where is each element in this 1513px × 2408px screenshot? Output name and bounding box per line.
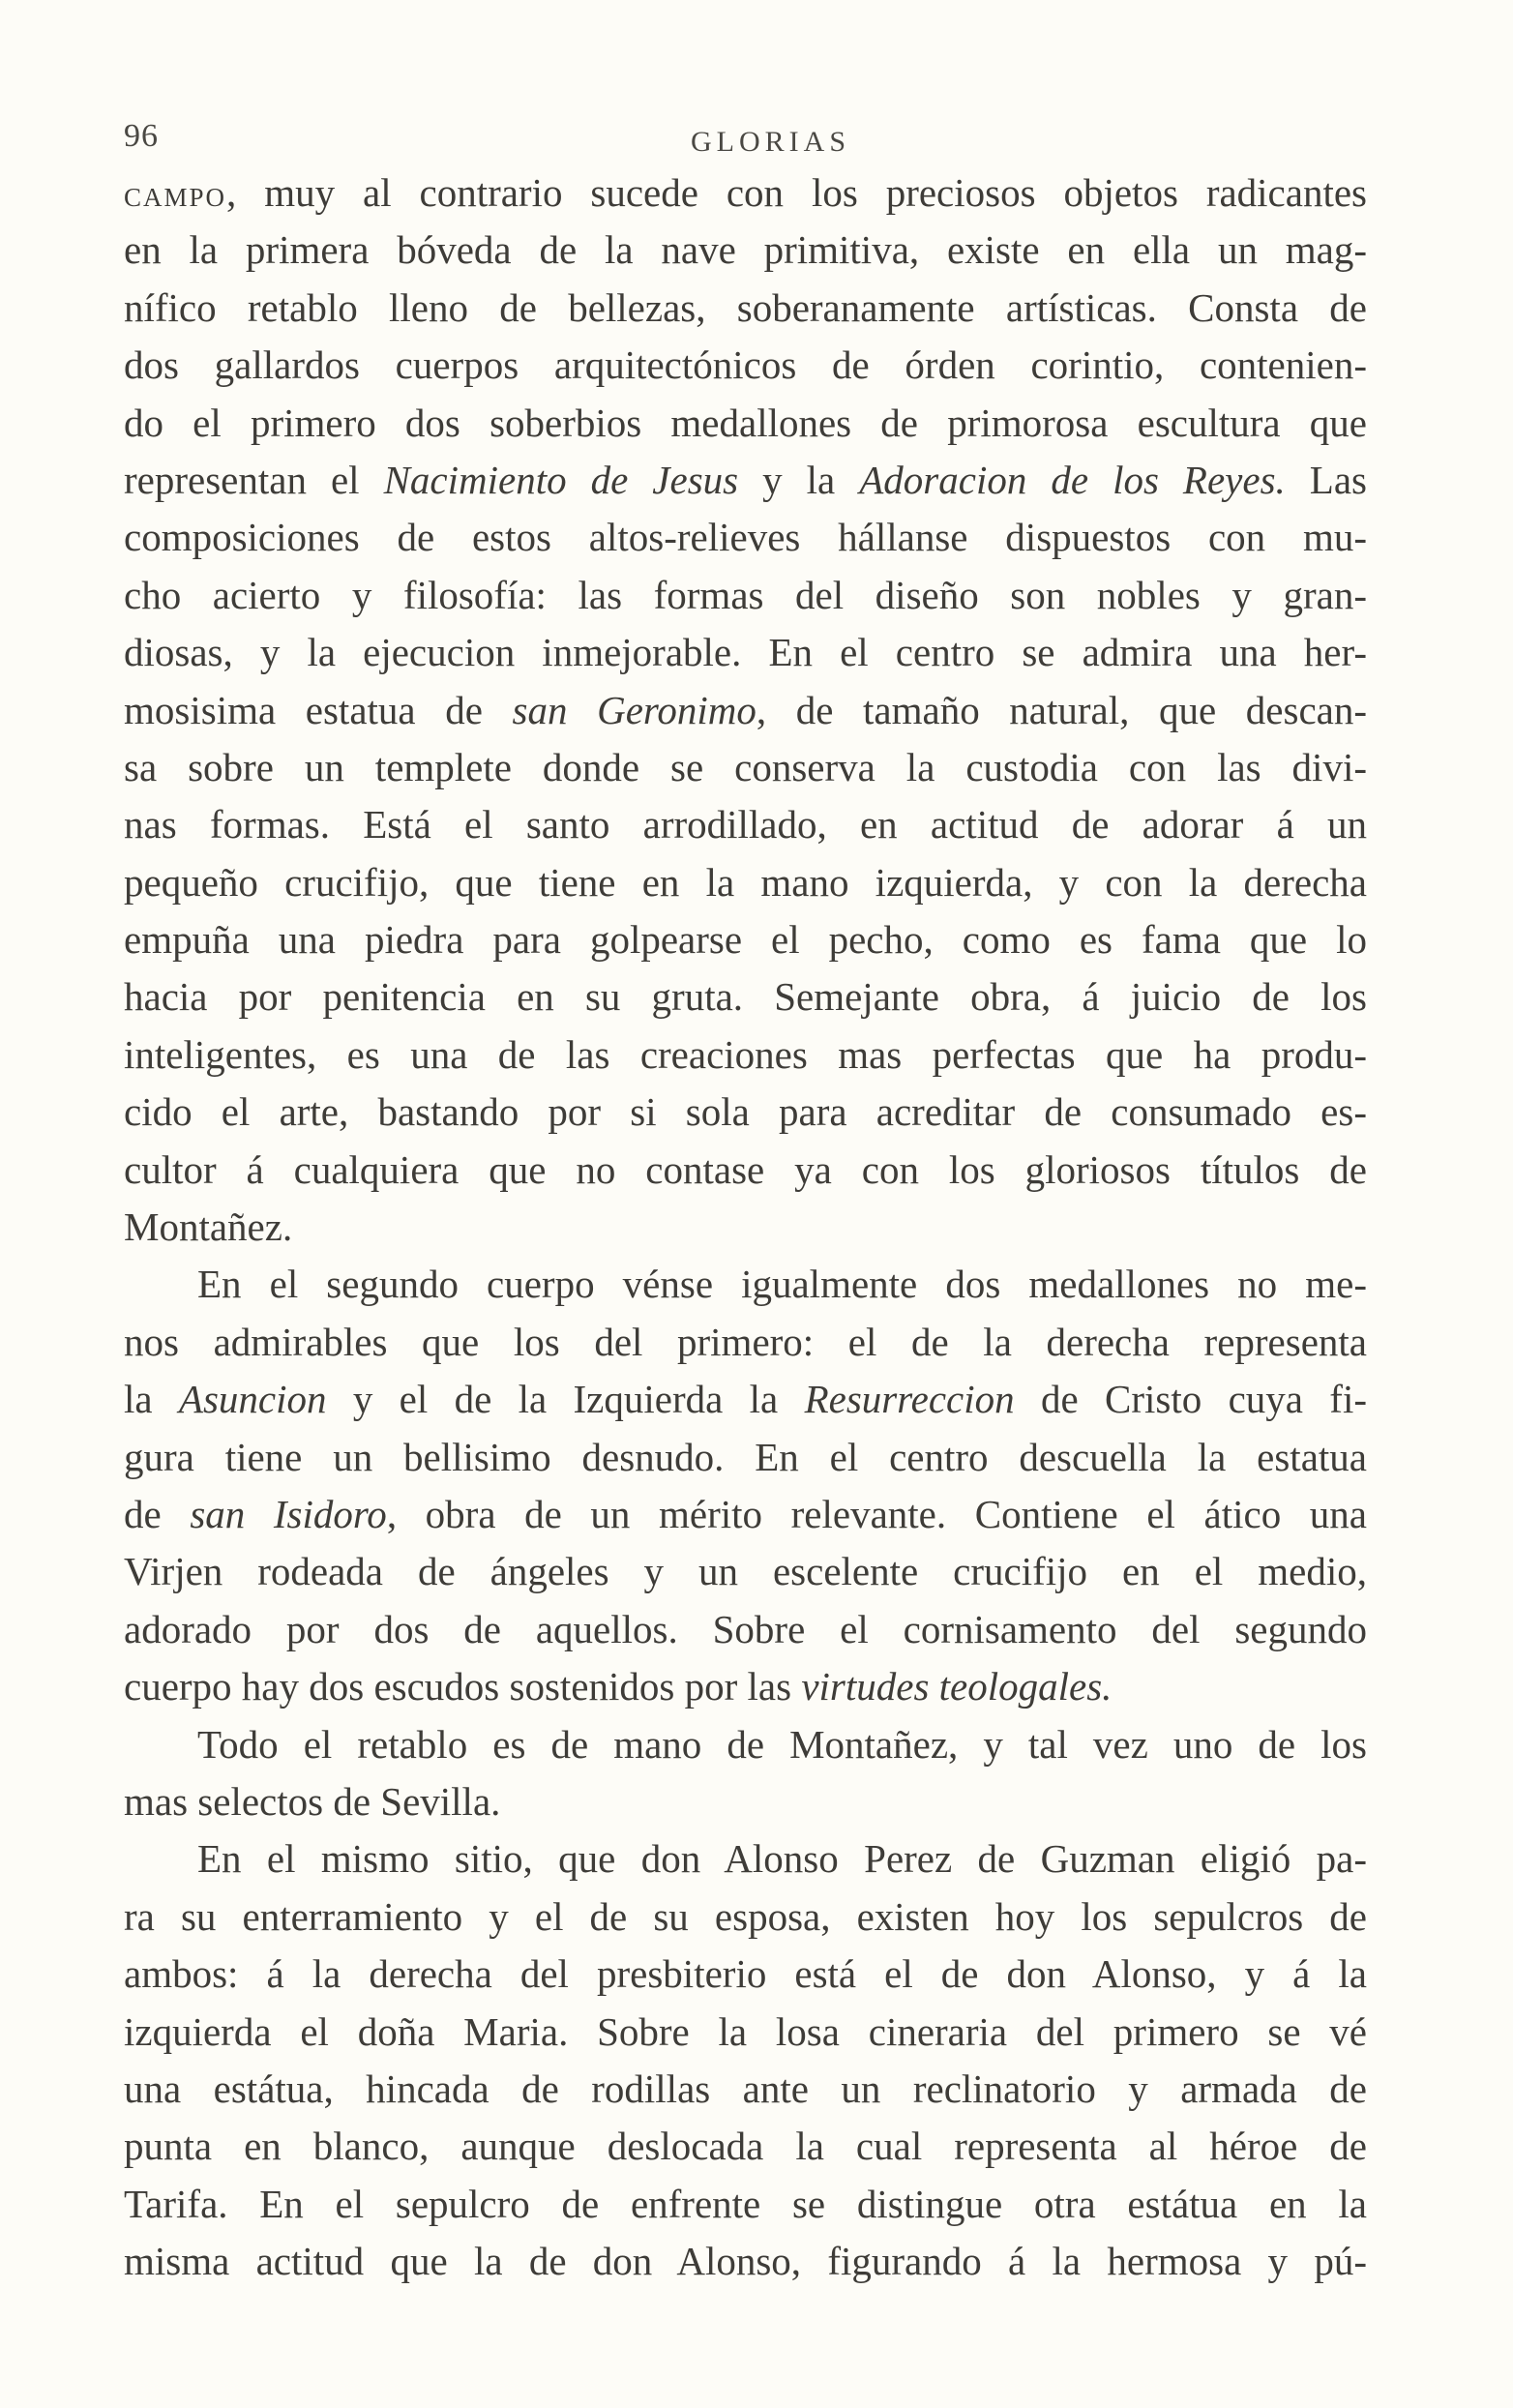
text-line	[124, 337, 1367, 394]
text-segment: izquierda el doña Maria. Sobre la losa cineraria del primero se vé	[124, 2008, 1367, 2054]
page-number: 96	[124, 118, 159, 154]
text-segment: Virjen rodeada de ángeles y un escelente crucifijo en el medio,	[124, 1549, 1367, 1594]
text-line	[124, 1314, 1367, 1371]
italic-text: Resurreccion	[804, 1377, 1015, 1422]
italic-text: san Isidoro	[190, 1491, 387, 1536]
text-line	[124, 164, 1367, 222]
text-segment: En el segundo cuerpo vénse igualmente dos medallones no me-	[197, 1262, 1367, 1307]
text-line	[124, 1658, 1367, 1715]
text-line	[124, 1946, 1367, 2003]
text-line	[124, 452, 1367, 509]
italic-text: Asuncion	[178, 1377, 327, 1422]
text-line	[124, 1601, 1367, 1658]
text-segment: inteligentes, es una de las creaciones mas perfectas que ha produ-	[124, 1031, 1367, 1077]
text-segment: nas formas. Está el santo arrodillado, en actitud de adorar á un	[124, 802, 1367, 847]
text-line	[124, 2118, 1367, 2175]
italic-text: san Geronimo	[512, 687, 756, 732]
text-segment: representan el	[124, 457, 384, 502]
text-line	[124, 1199, 1367, 1256]
text-segment: en la primera bóveda de la nave primitiva, existe en ella un mag-	[124, 227, 1367, 273]
text-line	[124, 1830, 1367, 1888]
italic-text: Adoracion de los Reyes.	[859, 457, 1286, 502]
text-segment: y el de la Izquierda la	[326, 1377, 805, 1422]
text-line	[124, 1716, 1367, 1773]
text-line	[124, 2061, 1367, 2118]
text-line	[124, 739, 1367, 796]
text-line	[124, 911, 1367, 968]
text-line	[124, 1429, 1367, 1486]
text-line	[124, 968, 1367, 1026]
text-line	[124, 567, 1367, 624]
text-segment: ambos: á la derecha del presbiterio está el de don Alonso, y á la	[124, 1951, 1367, 1997]
text-segment: ra su enterramiento y el de su esposa, existen hoy los sepulcros de	[124, 1893, 1367, 1939]
text-line	[124, 624, 1367, 681]
text-segment: una estátua, hincada de rodillas ante un reclinatorio y armada de	[124, 2066, 1367, 2111]
text-line	[124, 1888, 1367, 1946]
text-segment: la	[124, 1377, 179, 1422]
text-segment: de Cristo cuya fi-	[1014, 1377, 1367, 1422]
text-segment: gura tiene un bellisimo desnudo. En el centro descuella la estatua	[124, 1434, 1367, 1479]
text-segment: , muy al contrario sucede con los preciosos objetos radicantes	[226, 170, 1367, 215]
page-header	[120, 108, 1368, 166]
text-segment: , de tamaño natural, que descan-	[756, 687, 1367, 732]
text-line	[124, 1026, 1367, 1084]
text-line	[124, 2233, 1367, 2290]
text-segment: nos admirables que los del primero: el de la derecha representa	[124, 1319, 1367, 1364]
text-line	[124, 1256, 1367, 1313]
text-line	[124, 1142, 1367, 1199]
text-segment: Tarifa. En el sepulcro de enfrente se distingue otra estátua en la	[124, 2181, 1367, 2226]
text-segment: mas selectos de Sevilla.	[124, 1778, 501, 1824]
text-segment: sa sobre un templete donde se conserva la custodia con las divi-	[124, 744, 1367, 789]
text-segment: Montañez.	[124, 1204, 293, 1250]
text-segment: mosisima estatua de	[124, 687, 513, 732]
text-line	[124, 1084, 1367, 1141]
text-line	[124, 1486, 1367, 1543]
text-segment: pequeño crucifijo, que tiene en la mano izquierda, y con la derecha	[124, 859, 1367, 905]
running-head: GLORIAS	[691, 126, 851, 158]
text-line	[124, 509, 1367, 566]
italic-text: virtudes teologales.	[801, 1664, 1112, 1709]
text-line	[124, 2004, 1367, 2061]
text-segment: cho acierto y filosofía: las formas del diseño son nobles y gran-	[124, 572, 1367, 617]
text-line	[124, 222, 1367, 279]
text-line	[124, 682, 1367, 739]
text-segment: adorado por dos de aquellos. Sobre el cornisamento del segundo	[124, 1606, 1367, 1651]
text-segment: Las	[1285, 457, 1367, 502]
text-segment: CAMPO	[124, 183, 227, 212]
text-segment: do el primero dos soberbios medallones de primorosa escultura que	[124, 400, 1367, 445]
text-segment: de	[124, 1491, 191, 1536]
text-line	[124, 1543, 1367, 1600]
text-segment: Todo el retablo es de mano de Montañez, y tal vez uno de los	[197, 1721, 1367, 1767]
text-segment: y la	[738, 457, 860, 502]
text-segment: cultor á cualquiera que no contase ya con los gloriosos títulos de	[124, 1146, 1367, 1192]
text-segment: En el mismo sitio, que don Alonso Perez de Guzman eligió pa-	[197, 1836, 1367, 1882]
text-segment: cuerpo hay dos escudos sostenidos por las	[124, 1664, 802, 1709]
text-line	[124, 395, 1367, 452]
body-text	[124, 164, 1367, 2290]
text-segment: empuña una piedra para golpearse el pecho, como es fama que lo	[124, 917, 1367, 963]
text-line	[124, 796, 1367, 853]
italic-text: Nacimiento de Jesus	[383, 457, 739, 502]
text-segment: composiciones de estos altos-relieves hállanse dispuestos con mu-	[124, 515, 1367, 560]
text-line	[124, 2176, 1367, 2233]
text-segment: misma actitud que la de don Alonso, figurando á la hermosa y pú-	[124, 2239, 1367, 2284]
text-segment: cido el arte, bastando por si sola para acreditar de consumado es-	[124, 1089, 1367, 1135]
text-segment: diosas, y la ejecucion inmejorable. En el centro se admira una her-	[124, 630, 1367, 675]
text-line	[124, 1371, 1367, 1428]
text-line	[124, 854, 1367, 911]
text-segment: hacia por penitencia en su gruta. Semejante obra, á juicio de los	[124, 974, 1367, 1020]
text-segment: punta en blanco, aunque deslocada la cual representa al héroe de	[124, 2124, 1367, 2169]
text-line	[124, 1773, 1367, 1830]
text-line	[124, 280, 1367, 337]
text-segment: dos gallardos cuerpos arquitectónicos de órden corintio, contenien-	[124, 342, 1367, 388]
text-segment: , obra de un mérito relevante. Contiene el ático una	[386, 1491, 1367, 1536]
text-segment: nífico retablo lleno de bellezas, soberanamente artísticas. Consta de	[124, 284, 1367, 330]
